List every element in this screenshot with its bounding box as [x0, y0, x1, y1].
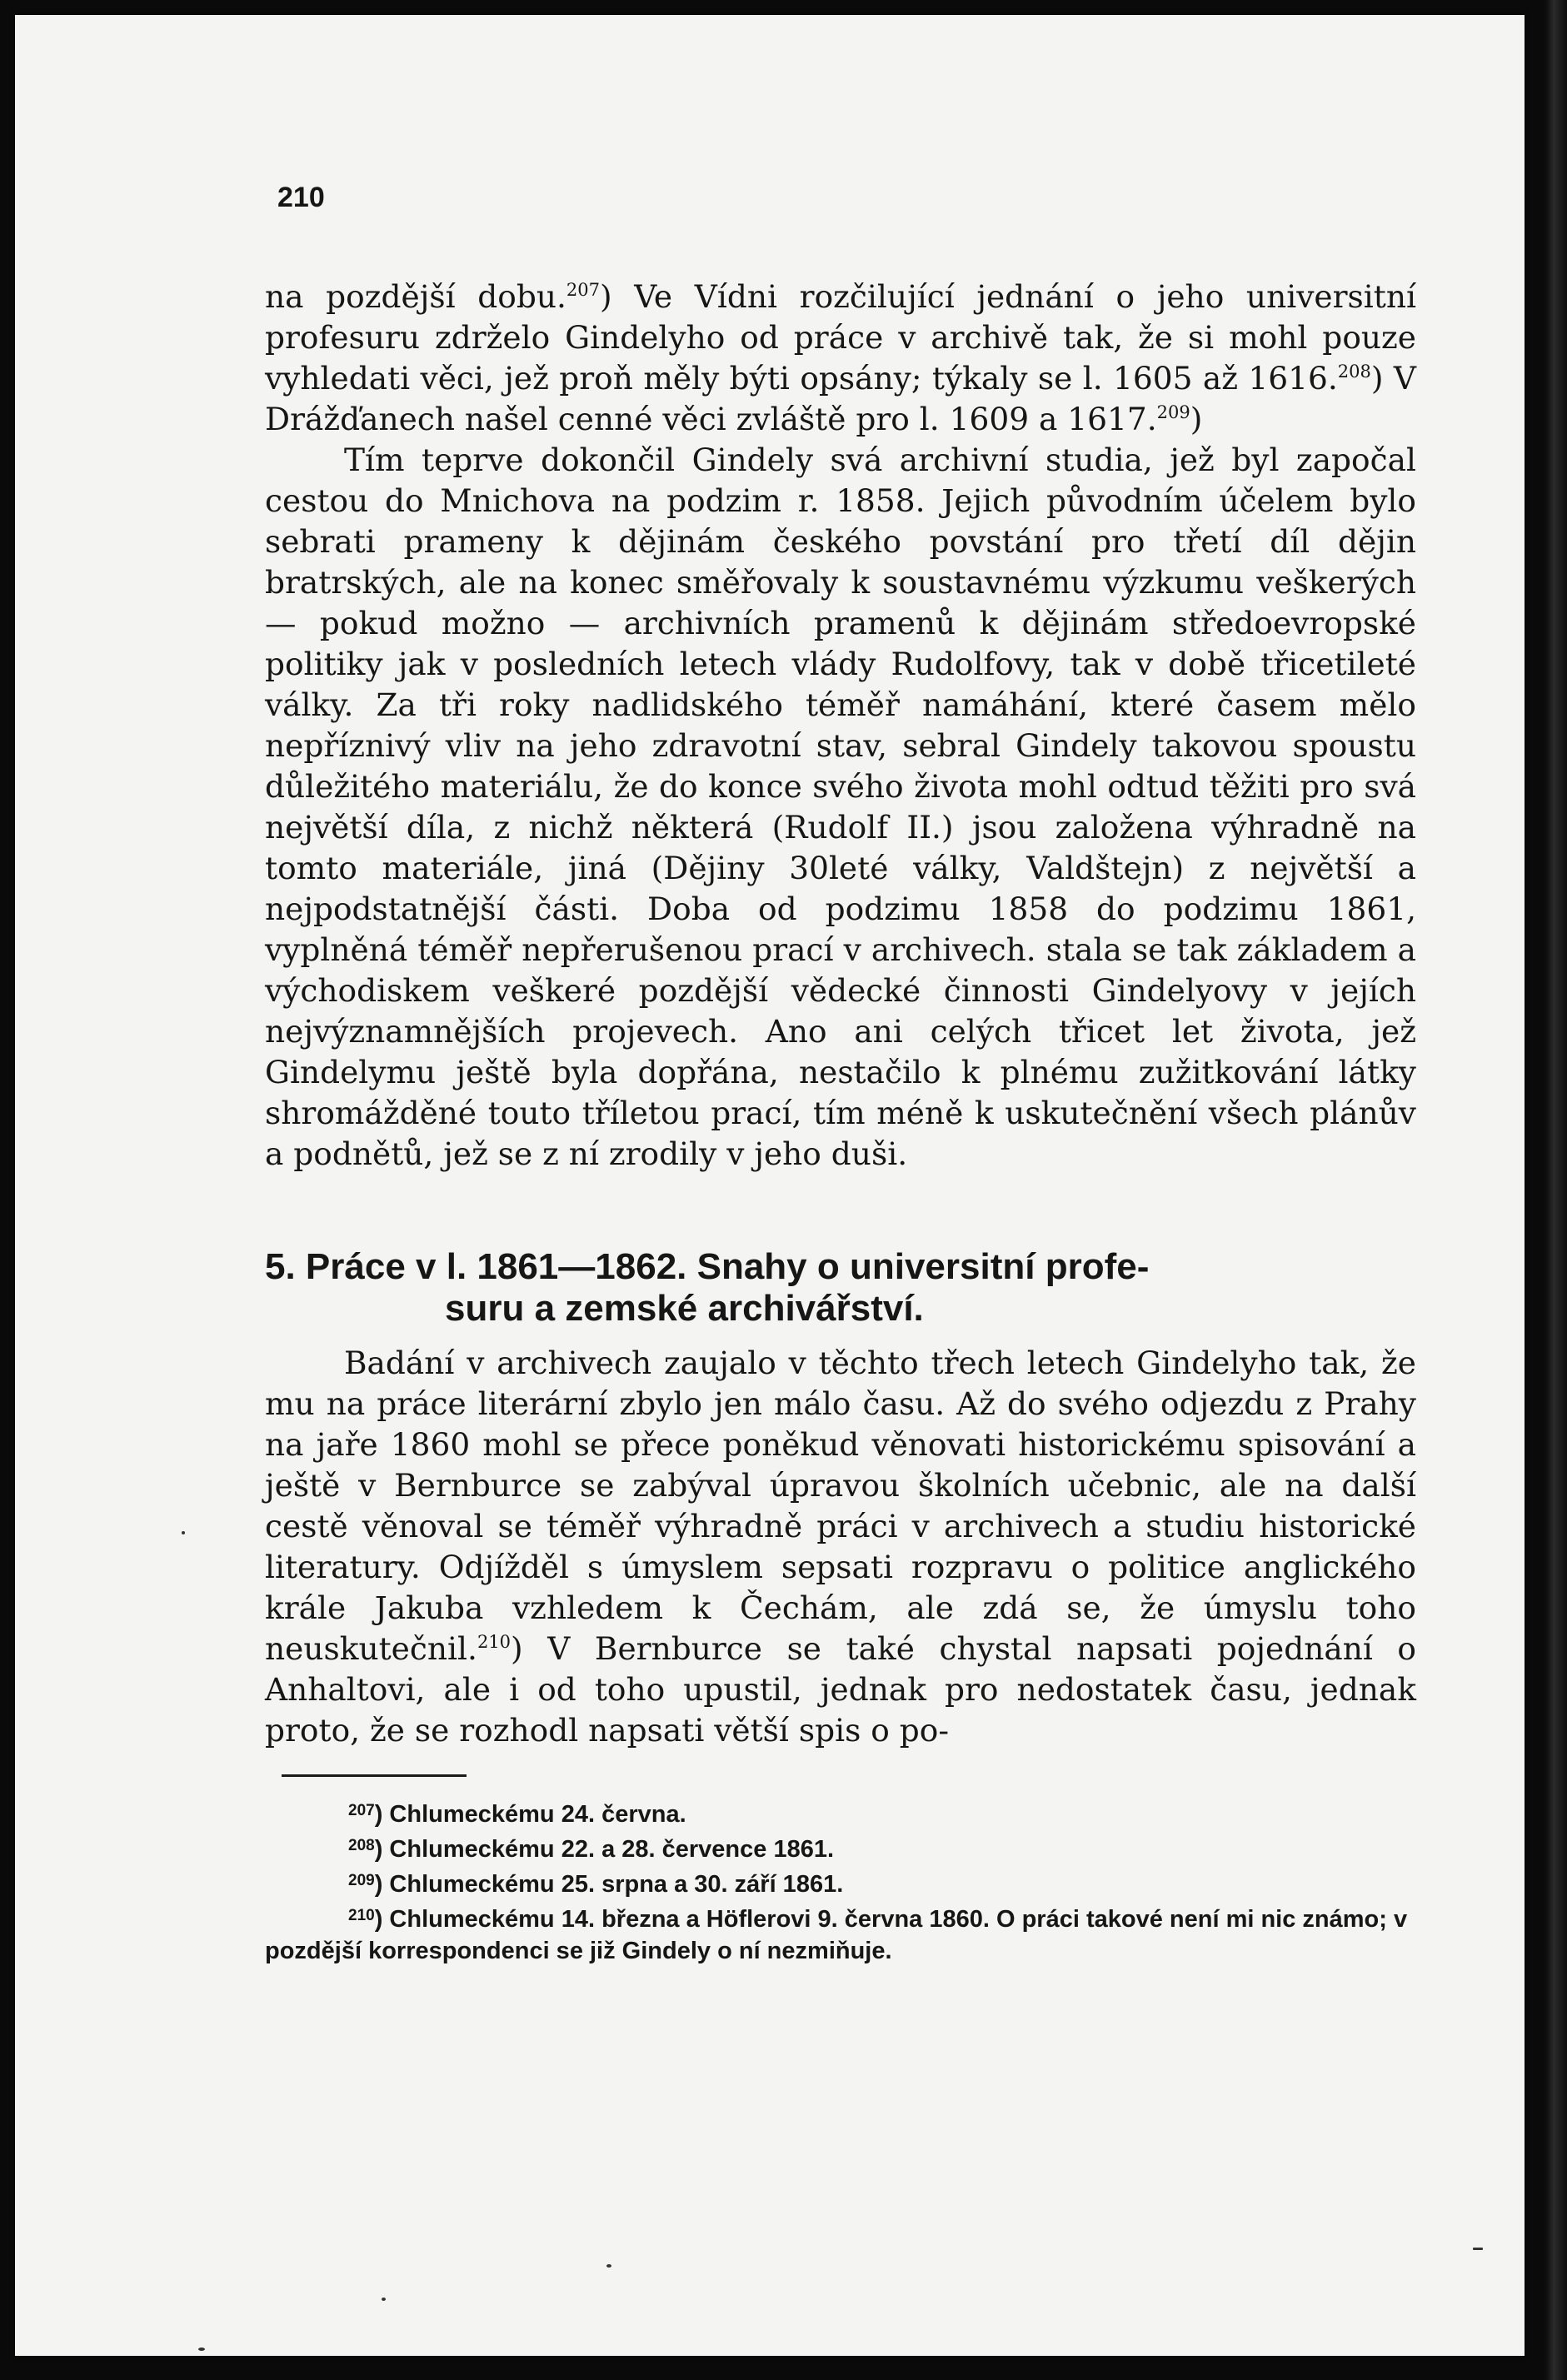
footnote-text: ) Chlumeckému 14. března a Höflerovi 9. června 1860. O práci takové není mi nic známo; v pozdější korrespondenci se již Gindely o ní nezmiňuje.: [265, 1906, 1408, 1964]
note-ref-208: 208: [1337, 362, 1371, 382]
page-number: 210: [277, 182, 325, 213]
section-heading-line-1: 5. Práce v l. 1861—1862. Snahy o universitní profe-: [265, 1246, 1150, 1287]
paper-speck: [182, 1531, 185, 1534]
footnote-text: ) Chlumeckému 24. června.: [374, 1801, 686, 1828]
page-content: [265, 182, 1416, 1967]
section-heading: [265, 1246, 1416, 1330]
footnote-209: [265, 1865, 1416, 1900]
paragraph-1-tail: ): [1190, 401, 1203, 437]
footnote-mark: 208: [348, 1837, 375, 1854]
footnote-mark: 207: [348, 1802, 375, 1819]
paper-speck: [198, 2348, 205, 2351]
paper-speck: [1473, 2248, 1483, 2250]
section-heading-line-2: suru a zemské archivářství.: [445, 1288, 924, 1329]
footnote-208: [265, 1830, 1416, 1865]
section-paragraph: [265, 1343, 1416, 1751]
paragraph-archive-studies: Tím teprve dokončil Gindely svá archivní studia, jež byl započal cestou do Mnichova na podzim r. 1858. Jejich původním účelem bylo sebrati prameny k dějinám českého povstání pro třetí díl dějin bratrských, ale na konec směřovaly k soustavnému výzkumu veškerých — pokud možno — archivních pramenů k dějinám středoevropské politiky jak v posledních letech vlády Rudolfovy, tak v době třicetileté války. Za tři roky nadlidského téměř namáhání, které časem mělo nepříznivý vliv na jeho zdravotní stav, sebral Gindely takovou spoustu důležitého materiálu, že do konce svého života mohl odtud těžiti pro svá největší díla, z nichž některá (Rudolf II.) jsou založena výhradně na tomto materiále, jiná (Dějiny 30leté války, Valdštejn) z největší a nejpodstatnější části. Doba od podzimu 1858 do podzimu 1861, vyplněná téměř nepřerušenou prací v archivech. stala se tak základem a východiskem veškeré pozdější vědecké činnosti Gindelyovy v jejích nejvýznamnějších projevech. Ano ani celých třicet let života, jež Gindelymu ještě byla dopřána, nestačilo k plnému zužitkování látky shromážděné touto tříletou prací, tím méně k uskutečnění všech plánův a podnětů, jež se z ní zrodily v jeho duši.: [265, 442, 1416, 1172]
paragraph-1-mid1: ) Ve Vídni rozčilující jednání o jeho universitní profesuru zdrželo Gindelyho od práce v archivě tak, že si mohl pouze vyhledati věci, jež proň měly býti opsány; týkaly se l. 1605 až 1616.: [265, 278, 1416, 397]
note-ref-210: 210: [477, 1632, 512, 1652]
footnotes: [265, 1795, 1416, 1967]
footnote-text: ) Chlumeckému 22. a 28. července 1861.: [374, 1836, 835, 1863]
paragraph-continuation: [265, 277, 1416, 440]
paper-speck: [382, 2298, 386, 2301]
section-paragraph-tail: ) V Bernburce se také chystal napsati pojednání o Anhaltovi, ale i od toho upustil, jednak pro nedostatek času, jednak proto, že se rozhodl napsati větší spis o po-: [265, 1630, 1416, 1749]
footnote-mark: 209: [348, 1872, 375, 1889]
footnote-210: [265, 1900, 1416, 1967]
section-paragraph-lead: Badání v archivech zaujalo v těchto třech letech Gindelyho tak, že mu na práce literární zbylo jen málo času. Až do svého odjezdu z Prahy na jaře 1860 mohl se přece poněkud věnovati historickému spisování a ještě v Bernburce se zabýval úpravou školních učebnic, ale na další cestě věnoval se téměř výhradně práci v archivech a studiu historické literatury. Odjížděl s úmyslem sepsati rozpravu o politice anglického krále Jakuba vzhledem k Čechám, ale zdá se, že úmyslu toho neuskutečnil.: [265, 1345, 1416, 1667]
book-page: [15, 15, 1525, 2356]
paper-speck: [606, 2264, 611, 2268]
note-ref-207: 207: [566, 280, 600, 300]
footnote-207: [265, 1795, 1416, 1830]
note-ref-209: 209: [1156, 402, 1190, 422]
footnote-text: ) Chlumeckému 25. srpna a 30. září 1861.: [374, 1871, 844, 1898]
book-spine-edge: [1545, 0, 1567, 2380]
paragraph-1-lead: na pozdější dobu.: [265, 278, 566, 315]
footnote-divider: [282, 1774, 467, 1777]
paragraph-1-mid2: ) V Drážďanech našel cenné věci zvláště pro l. 1609 a 1617.: [265, 360, 1417, 437]
footnote-mark: 210: [348, 1907, 375, 1924]
